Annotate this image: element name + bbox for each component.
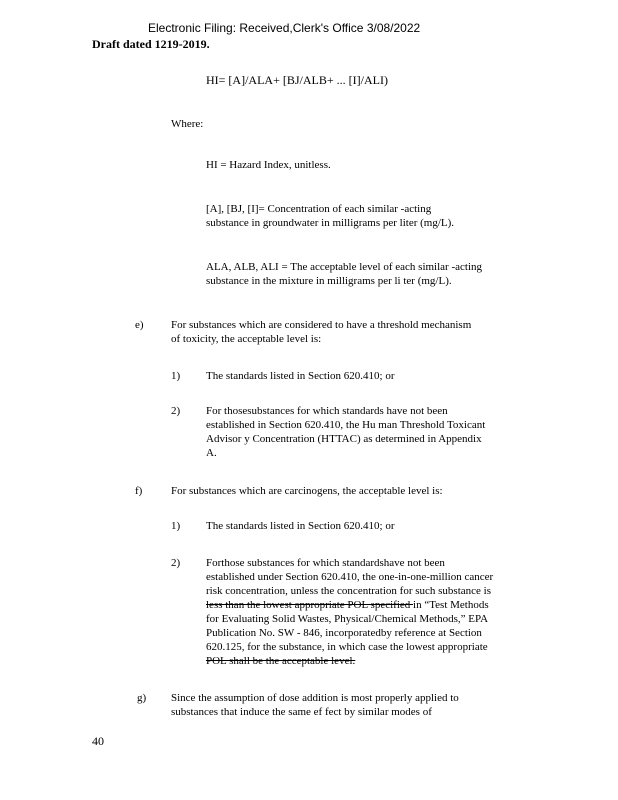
item-line: established under Section 620.410, the one-in-one-million cancer	[206, 571, 494, 583]
section-f-item-2-text	[206, 556, 493, 668]
filing-stamp: Electronic Filing: Received,Clerk's Office 3/08/2022	[148, 21, 421, 35]
draft-date: Draft dated 1219-2019.	[92, 37, 210, 51]
definition-line: ALA, ALB, ALI = The acceptable level of each similar -acting	[206, 261, 483, 273]
section-f-item-1-text: The standards listed in Section 620.410; or	[206, 520, 395, 532]
where-label: Where:	[171, 118, 204, 130]
section-line: of toxicity, the acceptable level is:	[171, 333, 322, 345]
section-f-item-1-num: 1)	[171, 520, 181, 532]
item-line: Forthose substances for which standardshave not been	[206, 557, 445, 569]
item-line: risk concentration, unless the concentration for such substance is	[206, 585, 492, 597]
section-line: substances that induce the same ef fect by similar modes of	[171, 706, 432, 718]
deleted-text: less than the lowest appropriate POL specified	[206, 599, 414, 611]
item-line: established in Section 620.410, the Hu man Threshold Toxicant	[206, 419, 486, 431]
definition-concentration	[206, 202, 454, 230]
section-f-text: For substances which are carcinogens, the acceptable level is:	[171, 485, 443, 497]
definition-line: [A], [BJ, [I]= Concentration of each similar -acting	[206, 203, 432, 215]
section-e-item-1-num: 1)	[171, 370, 181, 382]
definition-line: substance in groundwater in milligrams per liter (mg/L).	[206, 217, 455, 229]
section-f-item-2-num: 2)	[171, 557, 181, 569]
page-number: 40	[92, 734, 104, 748]
section-g-label: g)	[137, 692, 147, 704]
item-line: For thosesubstances for which standards have not been	[206, 405, 448, 417]
item-text: in “Test Methods	[413, 599, 489, 611]
definition-line: substance in the mixture in milligrams per li ter (mg/L).	[206, 275, 452, 287]
definition-acceptable-level	[206, 260, 482, 288]
deleted-text: POL shall be the acceptable level.	[206, 655, 356, 667]
definition-hi: HI = Hazard Index, unitless.	[206, 159, 331, 171]
section-line: Since the assumption of dose addition is most properly applied to	[171, 692, 459, 704]
section-g-text	[171, 691, 459, 719]
item-line: A.	[206, 447, 217, 459]
item-line: for Evaluating Solid Wastes, Physical/Chemical Methods,” EPA	[206, 613, 489, 625]
section-e-item-2-num: 2)	[171, 405, 181, 417]
item-line-with-deletion	[206, 598, 493, 612]
item-line: Publication No. SW - 846, incorporatedby reference at Section	[206, 627, 482, 639]
section-e-item-1-text: The standards listed in Section 620.410; or	[206, 370, 395, 382]
section-line: For substances which are considered to have a threshold mechanism	[171, 319, 472, 331]
section-e-label: e)	[135, 319, 144, 331]
item-line: 620.125, for the substance, in which case the lowest appropriate	[206, 641, 488, 653]
item-line: Advisor y Concentration (HTTAC) as determined in Appendix	[206, 433, 482, 445]
section-f-label: f)	[135, 485, 143, 497]
section-e-item-2-text	[206, 404, 485, 460]
section-e-text	[171, 318, 471, 346]
hazard-index-formula: HI= [A]/ALA+ [BJ/ALB+ ... [I]/ALI)	[206, 73, 388, 87]
